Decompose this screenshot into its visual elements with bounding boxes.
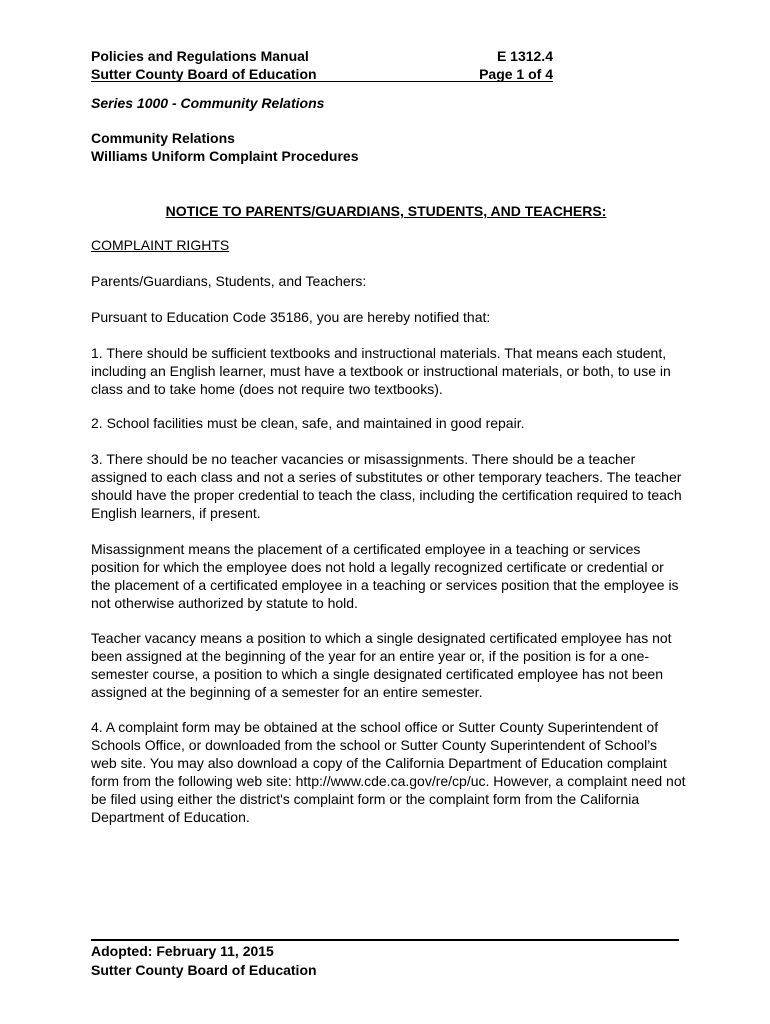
item-2-paragraph: 2. School facilities must be clean, safe, and maintained in good repair. — [91, 415, 525, 431]
footer-divider — [91, 939, 679, 941]
teacher-vacancy-definition-paragraph: Teacher vacancy means a position to which a single designated certificated employee has not been assigned at the beginning of the year for an entire year or, if the position is for a one-semester course, a position to which a single designated certificated employee has not been assigned at the beginning of a semester for an entire semester. — [91, 630, 672, 700]
header-board-name: Sutter County Board of Education — [91, 66, 317, 82]
page-number: Page 1 of 4 — [479, 66, 553, 82]
item-1-paragraph: 1. There should be sufficient textbooks and instructional materials. That means each student, including an English learner, must have a textbook or instructional materials, or both, to use in class and to take home (does not require two textbooks). — [91, 345, 671, 397]
notice-heading: NOTICE TO PARENTS/GUARDIANS, STUDENTS, AND TEACHERS: — [165, 203, 607, 219]
adopted-date: Adopted: February 11, 2015 — [91, 943, 274, 959]
document-title-line-2: Williams Uniform Complaint Procedures — [91, 148, 359, 164]
document-code: E 1312.4 — [496, 48, 553, 64]
document-title-line-1: Community Relations — [91, 130, 235, 146]
series-label: Series 1000 - Community Relations — [91, 95, 325, 111]
item-4-paragraph: 4. A complaint form may be obtained at the school office or Sutter County Superintendent of Schools Office, or downloaded from the school or Sutter County Superintendent of School’s web site. You may also download a copy of the California Department of Education complaint form from the following web site: http://www.cde.ca.gov/re/cp/uc. However, a complaint need not be filed using either the district's complaint form or the complaint form from the California Department of Education. — [91, 719, 686, 825]
section-heading: COMPLAINT RIGHTS — [91, 237, 230, 253]
footer-board-name: Sutter County Board of Education — [91, 962, 317, 978]
item-3-paragraph: 3. There should be no teacher vacancies or misassignments. There should be a teacher assigned to each class and not a series of substitutes or other temporary teachers. The teacher should have the proper credential to teach the class, including the certification required to teach English learners, if present. — [91, 451, 682, 521]
misassignment-definition-paragraph: Misassignment means the placement of a certificated employee in a teaching or services position for which the employee does not hold a legally recognized certificate or credential or the placement of a certificated employee in a teaching or services position that the employee is not otherwise authorized by statute to hold. — [91, 541, 679, 611]
header-divider — [91, 81, 553, 82]
manual-title: Policies and Regulations Manual — [91, 48, 309, 64]
document-page — [91, 0, 691, 1024]
pursuant-paragraph: Pursuant to Education Code 35186, you are hereby notified that: — [91, 309, 491, 325]
salutation-paragraph: Parents/Guardians, Students, and Teachers: — [91, 273, 367, 289]
